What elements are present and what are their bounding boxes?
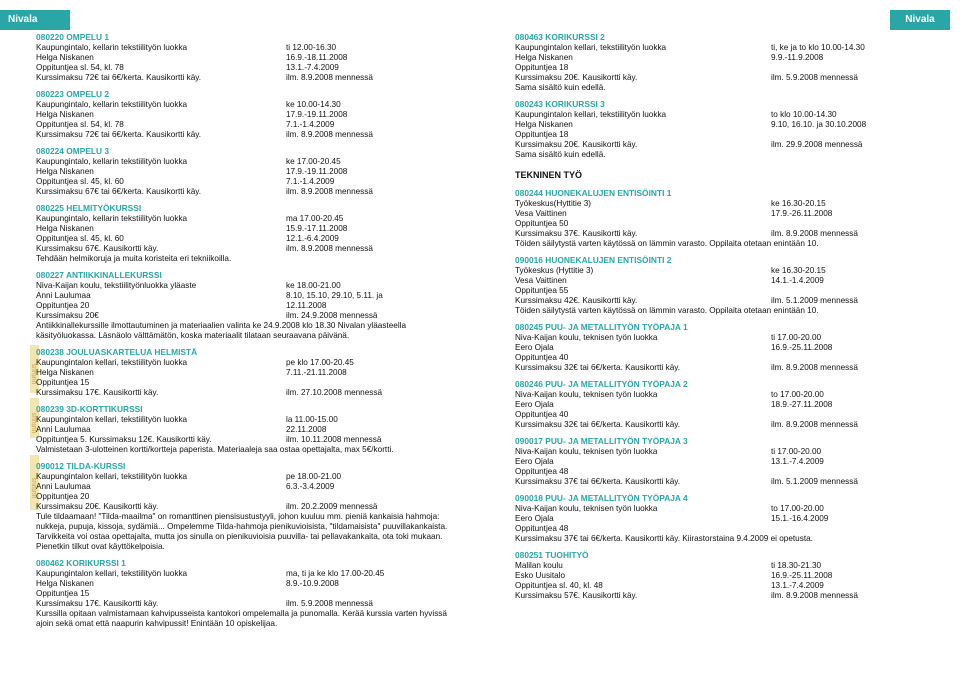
detail-left: Oppituntjea sl. 40, kl. 48 (515, 581, 603, 590)
detail-left: Oppituntjea sl. 54, kl. 78 (36, 120, 124, 129)
course-entry (515, 188, 935, 249)
detail-right: ilm. 20.2.2009 mennessä (286, 502, 378, 511)
detail-right: 13.1.-7.4.2009 (286, 63, 339, 72)
course-detail-row (515, 390, 935, 400)
detail-left: Vesa Vaittinen (515, 276, 567, 285)
detail-left: Esko Uusitalo (515, 571, 566, 580)
detail-right: pe klo 17.00-20.45 (286, 358, 354, 367)
detail-left: Kurssimaksu 20€ (36, 311, 99, 320)
course-detail-row (36, 368, 456, 378)
detail-right: ti, ke ja to klo 10.00-14.30 (771, 43, 865, 52)
detail-left: Oppituntjea 48 (515, 524, 569, 533)
detail-right: 6.3.-3.4.2009 (286, 482, 335, 491)
detail-right: ke 18.00-21.00 (286, 281, 341, 290)
course-note: Valmistetaan 3-ulotteinen kortti/kortteja paperista. Materiaaleja saa ostaa opettajalta, max 5€/kortti. (36, 445, 394, 454)
detail-left: Kurssimaksu 17€. Kausikortti käy. (36, 388, 159, 397)
course-detail-row (515, 420, 935, 430)
course-detail-row (36, 120, 456, 130)
detail-right: 15.1.-16.4.2009 (771, 514, 829, 523)
course-entry (515, 493, 935, 544)
detail-right: ke 16.30-20.15 (771, 266, 826, 275)
detail-left: Helga Niskanen (36, 167, 94, 176)
detail-left: Niva-Kaijan koulu, tekstiilityönluokka yläaste (36, 281, 197, 290)
course-entry (515, 550, 935, 601)
detail-left: Kurssimaksu 17€. Kausikortti käy. (36, 599, 159, 608)
detail-right: 18.9.-27.11.2008 (771, 400, 833, 409)
course-detail-row (36, 589, 456, 599)
detail-right: 15.9.-17.11.2008 (286, 224, 348, 233)
detail-left: Kaupungintalon kellari, tekstiilityön luokka (36, 358, 188, 367)
course-detail-row (36, 73, 456, 83)
detail-left: Kaupungintalo, kellarin tekstiilityön luokka (36, 100, 188, 109)
detail-left: Eero Ojala (515, 457, 554, 466)
detail-left: Anni Laulumaa (36, 482, 91, 491)
course-detail-row (36, 569, 456, 579)
detail-right: 17.9.-19.11.2008 (286, 110, 348, 119)
detail-left: Oppituntjea 40 (515, 353, 569, 362)
detail-right: ilm. 10.11.2008 mennessä (286, 435, 382, 444)
course-detail-row (515, 43, 935, 53)
detail-right: ke 16.30-20.15 (771, 199, 826, 208)
detail-right: ke 17.00-20.45 (286, 157, 341, 166)
course-detail-row (515, 457, 935, 467)
detail-right: 16.9.-25.11.2008 (771, 571, 833, 580)
course-entry (36, 32, 456, 83)
detail-right: ti 17.00-20.00 (771, 333, 822, 342)
detail-right: 7.1.-1.4.2009 (286, 177, 335, 186)
course-title: 080463 KORIKURSSI 2 (515, 32, 605, 42)
detail-left: Oppituntjea 5. Kurssimaksu 12€. Kausikortti käy. (36, 435, 212, 444)
detail-left: Helga Niskanen (36, 53, 94, 62)
detail-left: Kurssimaksu 72€ tai 6€/kerta. Kausikortti käy. (36, 130, 202, 139)
detail-right: la 11.00-15.00 (286, 415, 338, 424)
course-title: 080251 TUOHITYÖ (515, 550, 589, 560)
course-title: 080220 OMPELU 1 (36, 32, 110, 42)
detail-right: 12.11.2008 (286, 301, 327, 310)
detail-right: 9.10, 16.10. ja 30.10.2008 (771, 120, 867, 129)
course-detail-row (36, 579, 456, 589)
course-detail-row (36, 301, 456, 311)
section-heading: TEKNINEN TYÖ (515, 170, 583, 180)
detail-left: Kurssimaksu 72€ tai 6€/kerta. Kausikortti käy. (36, 73, 202, 82)
course-detail-row (36, 311, 456, 321)
course-note: Sama sisältö kuin edellä. (515, 83, 606, 92)
course-detail-row (515, 514, 935, 524)
course-detail-row (36, 358, 456, 368)
detail-left: Eero Ojala (515, 400, 554, 409)
detail-left: Kurssimaksu 37€ tai 6€/kerta. Kausikortti käy. Kiirastorstaina 9.4.2009 ei opetusta. (515, 534, 813, 543)
course-detail-row (515, 199, 935, 209)
course-title: 080238 JOULUASKARTELUA HELMISTÄ (36, 347, 198, 357)
course-title: 080239 3D-KORTTIKURSSI (36, 404, 143, 414)
course-note: Töiden säilytystä varten käytössä on lämmin varasto. Oppilaita otetaan enintään 10. (515, 306, 819, 315)
detail-right: 9.9.-11.9.2008 (771, 53, 824, 62)
detail-right: ilm. 8.9.2008 mennessä (286, 244, 373, 253)
detail-right: ke 10.00-14.30 (286, 100, 341, 109)
detail-right: ilm. 5.1.2009 mennessä (771, 296, 858, 305)
detail-left: Helga Niskanen (36, 224, 94, 233)
course-title: 080225 HELMITYÖKURSSI (36, 203, 142, 213)
detail-right: 12.1.-6.4.2009 (286, 234, 339, 243)
detail-left: Kurssimaksu 32€ tai 6€/kerta. Kausikortti käy. (515, 363, 681, 372)
course-title: 080227 ANTIIKKINALLEKURSSI (36, 270, 162, 280)
detail-left: Kaupungintalon kellari, tekstiilityön luokka (515, 110, 667, 119)
detail-left: Kurssimaksu 67€ tai 6€/kerta. Kausikortti käy. (36, 187, 202, 196)
detail-right: 8.10, 15.10, 29.10, 5.11. ja (286, 291, 383, 300)
course-detail-row (515, 296, 935, 306)
course-entry (515, 32, 935, 93)
detail-left: Niva-Kaijan koulu, teknisen työn luokka (515, 333, 658, 342)
detail-right: 17.9.-26.11.2008 (771, 209, 833, 218)
detail-left: Kurssimaksu 67€. Kausikortti käy. (36, 244, 159, 253)
new-badge: uutuus (30, 398, 39, 438)
detail-left: Vesa Vaittinen (515, 209, 567, 218)
course-detail-row (36, 177, 456, 187)
course-detail-row (36, 43, 456, 53)
course-detail-row (36, 157, 456, 167)
course-detail-row (36, 167, 456, 177)
left-course-list (36, 32, 456, 635)
detail-left: Kaupungintalo, kellarin tekstiilityön luokka (36, 157, 188, 166)
detail-right: ilm. 27.10.2008 mennessä (286, 388, 383, 397)
detail-left: Helga Niskanen (36, 110, 94, 119)
course-detail-row (36, 492, 456, 502)
course-title: 090017 PUU- JA METALLITYÖN TYÖPAJA 3 (515, 436, 688, 446)
detail-right: ilm. 8.9.2008 mennessä (286, 73, 373, 82)
detail-left: Oppituntjea 48 (515, 467, 569, 476)
course-detail-row (36, 53, 456, 63)
course-detail-row (515, 400, 935, 410)
course-detail-row (36, 244, 456, 254)
detail-right: ti 18.30-21.30 (771, 561, 822, 570)
detail-left: Kurssimaksu 20€. Kausikortti käy. (515, 140, 638, 149)
course-detail-row (36, 425, 456, 435)
course-detail-row (36, 502, 456, 512)
course-detail-row (515, 534, 935, 544)
course-detail-row (515, 209, 935, 219)
course-note: Kurssilla opitaan valmistamaan kahvipusseista kantokori ompelemalla ja punomalla. Kerää kurssia varten hyvissä ajoin sekä omat että naapurin kahvipussit! Enintään 10 opiskelijaa. (36, 609, 447, 628)
course-detail-row (515, 343, 935, 353)
detail-right: ma 17.00-20.45 (286, 214, 344, 223)
course-entry (515, 99, 935, 160)
detail-left: Oppituntjea 18 (515, 63, 569, 72)
course-entry (515, 255, 935, 316)
course-note: Töiden säilytystä varten käytössä on lämmin varasto. Oppilaita otetaan enintään 10. (515, 239, 819, 248)
detail-left: Oppituntjea 15 (36, 589, 90, 598)
course-entry (36, 558, 456, 629)
detail-left: Oppituntjea sl. 45, kl. 60 (36, 234, 124, 243)
detail-right: ilm. 29.9.2008 mennessä (771, 140, 863, 149)
course-detail-row (515, 110, 935, 120)
detail-left: Oppituntjea 15 (36, 378, 90, 387)
detail-left: Kurssimaksu 37€. Kausikortti käy. (515, 229, 638, 238)
detail-right: ti 17.00-20.00 (771, 447, 822, 456)
page-tab: Nivala (890, 10, 950, 30)
course-entry (36, 203, 456, 264)
detail-left: Oppituntjea 40 (515, 410, 569, 419)
course-title: 080243 KORIKURSSI 3 (515, 99, 605, 109)
course-detail-row (515, 467, 935, 477)
detail-left: Kurssimaksu 37€ tai 6€/kerta. Kausikortti käy. (515, 477, 681, 486)
course-detail-row (36, 415, 456, 425)
course-detail-row (515, 219, 935, 229)
course-detail-row (36, 435, 456, 445)
detail-right: 14.1.-1.4.2009 (771, 276, 824, 285)
course-detail-row (36, 187, 456, 197)
detail-right: 8.9.-10.9.2008 (286, 579, 339, 588)
detail-right: ilm. 8.9.2008 mennessä (286, 187, 373, 196)
course-detail-row (36, 599, 456, 609)
course-detail-row (515, 581, 935, 591)
detail-right: ilm. 8.9.2008 mennessä (771, 420, 858, 429)
detail-left: Eero Ojala (515, 343, 554, 352)
detail-left: Kurssimaksu 20€. Kausikortti käy. (36, 502, 159, 511)
course-detail-row (515, 276, 935, 286)
page-tab: Nivala (0, 10, 70, 30)
course-detail-row (36, 234, 456, 244)
course-entry (36, 347, 456, 398)
course-detail-row (515, 229, 935, 239)
detail-left: Oppituntjea 18 (515, 130, 569, 139)
course-detail-row (36, 281, 456, 291)
course-detail-row (36, 388, 456, 398)
detail-left: Kaupungintalon kellari, tekstiilityön luokka (36, 569, 188, 578)
detail-left: Oppituntjea sl. 45, kl. 60 (36, 177, 124, 186)
course-detail-row (515, 477, 935, 487)
course-note: Tule tildaamaan! "Tilda-maailma" on romanttinen piensisustustyyli, johon kuuluu mm. pieniä kankaisia hahmoja: nukkeja, pupuja, kissoja, sydämiä... Ompelemme Tilda-hahmoja pienikuvioisista, "tildamaisista" puuvillakankaista. Tarvikkeita voi ostaa opettajalta, mutta jos sinulla on pienikuvioisia puuvilla- tai pellavakankaita, ota toki mukaan. Pienetkin tilkut ovat käyttökelpoisia. (36, 512, 448, 551)
course-title: 080244 HUONEKALUJEN ENTISÖINTI 1 (515, 188, 672, 198)
detail-left: Oppituntjea 20 (36, 492, 90, 501)
detail-right: 17.9.-19.11.2008 (286, 167, 348, 176)
detail-right: 13.1.-7.4.2009 (771, 581, 824, 590)
course-detail-row (515, 63, 935, 73)
detail-left: Niva-Kaijan koulu, teknisen työn luokka (515, 390, 658, 399)
course-note: Antiikkinallekurssille ilmottautuminen ja materiaalien valinta ke 24.9.2008 klo 18.30 Nivalan yläasteella käsityöluokassa. Läsnäolo välttämätön, koska materiaalit tilataan seuraavana päivänä. (36, 321, 407, 340)
detail-right: 22.11.2008 (286, 425, 327, 434)
detail-left: Kurssimaksu 20€. Kausikortti käy. (515, 73, 638, 82)
course-title: 080224 OMPELU 3 (36, 146, 110, 156)
course-entry (36, 461, 456, 552)
course-detail-row (515, 266, 935, 276)
detail-right: ti 12.00-16.30 (286, 43, 337, 52)
detail-left: Helga Niskanen (36, 579, 94, 588)
detail-left: Työkeskus(Hyttitie 3) (515, 199, 591, 208)
detail-right: 16.9.-18.11.2008 (286, 53, 348, 62)
course-detail-row (36, 130, 456, 140)
course-detail-row (515, 140, 935, 150)
detail-right: to 17.00-20.00 (771, 504, 824, 513)
course-detail-row (36, 214, 456, 224)
detail-left: Kaupungintalon kellari, tekstiilityön luokka (515, 43, 667, 52)
course-detail-row (515, 353, 935, 363)
detail-left: Niva-Kaijan koulu, teknisen työn luokka (515, 447, 658, 456)
detail-left: Kurssimaksu 57€. Kausikortti käy. (515, 591, 638, 600)
detail-right: ilm. 5.9.2008 mennessä (286, 599, 373, 608)
detail-left: Työkeskus (Hyttitie 3) (515, 266, 594, 275)
course-detail-row (515, 73, 935, 83)
course-detail-row (36, 378, 456, 388)
detail-left: Oppituntjea sl. 54, kl. 78 (36, 63, 124, 72)
course-detail-row (515, 447, 935, 457)
course-title: 080245 PUU- JA METALLITYÖN TYÖPAJA 1 (515, 322, 688, 332)
course-detail-row (515, 333, 935, 343)
course-detail-row (515, 571, 935, 581)
right-course-list (515, 32, 935, 607)
course-title: 080462 KORIKURSSI 1 (36, 558, 126, 568)
detail-left: Kaupungintalon kellari, tekstiilityön luokka (36, 415, 188, 424)
detail-left: Kaupungintalo, kellarin tekstiilityön luokka (36, 214, 188, 223)
detail-left: Kaupungintalon kellari, tekstiilityön luokka (36, 472, 188, 481)
course-title: 080246 PUU- JA METALLITYÖN TYÖPAJA 2 (515, 379, 688, 389)
detail-right: ilm. 5.9.2008 mennessä (771, 73, 858, 82)
course-note: Tehdään helmikoruja ja muita koristeita eri tekniikoilla. (36, 254, 232, 263)
detail-left: Helga Niskanen (515, 53, 573, 62)
course-title: 090018 PUU- JA METALLITYÖN TYÖPAJA 4 (515, 493, 688, 503)
course-entry (515, 436, 935, 487)
detail-left: Kurssimaksu 42€. Kausikortti käy. (515, 296, 638, 305)
detail-left: Oppituntjea 20 (36, 301, 90, 310)
course-detail-row (515, 120, 935, 130)
detail-right: 7.11.-21.11.2008 (286, 368, 347, 377)
course-detail-row (36, 110, 456, 120)
course-entry (36, 404, 456, 455)
detail-right: ilm. 8.9.2008 mennessä (286, 130, 373, 139)
detail-left: Helga Niskanen (36, 368, 94, 377)
detail-right: 13.1.-7.4.2009 (771, 457, 824, 466)
detail-right: ilm. 8.9.2008 mennessä (771, 363, 858, 372)
right-page (480, 0, 960, 674)
detail-left: Helga Niskanen (515, 120, 573, 129)
detail-right: ilm. 8.9.2008 mennessä (771, 591, 858, 600)
course-title: 090016 HUONEKALUJEN ENTISÖINTI 2 (515, 255, 672, 265)
detail-left: Kaupungintalo, kellarin tekstiilityön luokka (36, 43, 188, 52)
new-badge: uutuus (30, 345, 39, 393)
course-detail-row (515, 363, 935, 373)
course-detail-row (515, 130, 935, 140)
detail-right: to 17.00-20.00 (771, 390, 824, 399)
detail-left: Anni Laulumaa (36, 425, 91, 434)
course-detail-row (36, 482, 456, 492)
detail-right: 16.9.-25.11.2008 (771, 343, 833, 352)
detail-left: Eero Ojala (515, 514, 554, 523)
detail-left: Oppituntjea 50 (515, 219, 569, 228)
course-detail-row (515, 524, 935, 534)
detail-right: 7.1.-1.4.2009 (286, 120, 335, 129)
course-detail-row (515, 561, 935, 571)
detail-right: ilm. 8.9.2008 mennessä (771, 229, 858, 238)
course-detail-row (515, 286, 935, 296)
detail-right: pe 18.00-21.00 (286, 472, 342, 481)
detail-right: ma, ti ja ke klo 17.00-20.45 (286, 569, 385, 578)
course-detail-row (36, 472, 456, 482)
course-entry (515, 379, 935, 430)
detail-left: Kurssimaksu 32€ tai 6€/kerta. Kausikortti käy. (515, 420, 681, 429)
course-detail-row (36, 63, 456, 73)
detail-right: ilm. 24.9.2008 mennessä (286, 311, 378, 320)
detail-right: to klo 10.00-14.30 (771, 110, 837, 119)
new-badge: uutuus (30, 455, 39, 510)
course-entry (36, 270, 456, 341)
course-note: Sama sisältö kuin edellä. (515, 150, 606, 159)
course-detail-row (515, 410, 935, 420)
course-detail-row (515, 53, 935, 63)
detail-right: ilm. 5.1.2009 mennessä (771, 477, 858, 486)
course-detail-row (515, 504, 935, 514)
course-entry (36, 89, 456, 140)
course-detail-row (36, 100, 456, 110)
course-detail-row (36, 291, 456, 301)
detail-left: Oppituntjea 55 (515, 286, 569, 295)
course-entry (36, 146, 456, 197)
course-title: 090012 TILDA-KURSSI (36, 461, 126, 471)
detail-left: Malilan koulu (515, 561, 563, 570)
course-detail-row (36, 224, 456, 234)
course-detail-row (515, 591, 935, 601)
course-entry (515, 322, 935, 373)
detail-left: Anni Laulumaa (36, 291, 91, 300)
detail-left: Niva-Kaijan koulu, teknisen työn luokka (515, 504, 658, 513)
course-title: 080223 OMPELU 2 (36, 89, 110, 99)
